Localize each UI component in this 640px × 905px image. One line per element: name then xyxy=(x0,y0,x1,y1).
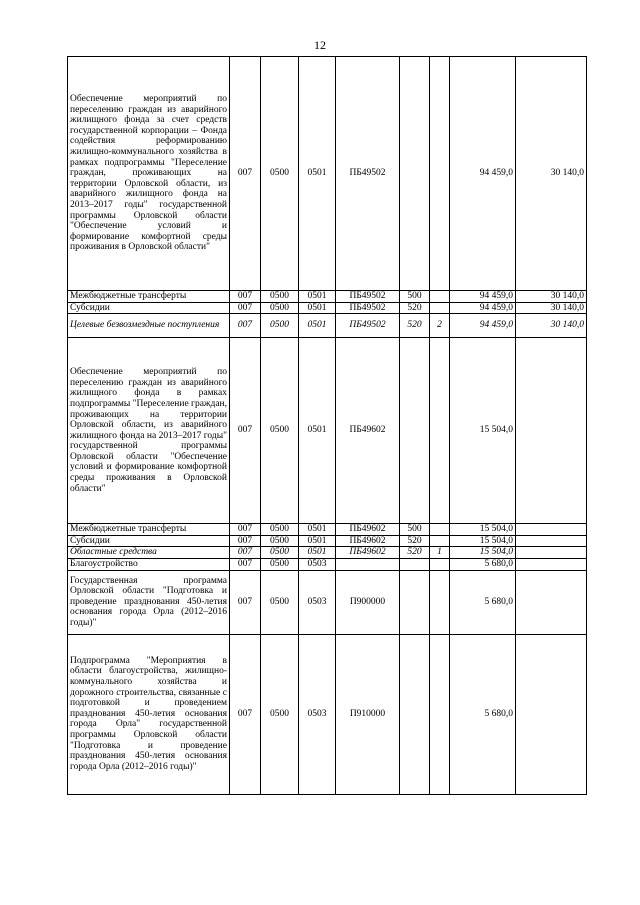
ministry-code: 007 xyxy=(230,558,261,570)
section-code: 0500 xyxy=(261,314,299,338)
target-code: ПБ49502 xyxy=(336,57,400,291)
expense-code xyxy=(400,570,430,634)
amount-2 xyxy=(516,634,587,794)
source-code xyxy=(430,634,450,794)
amount-1: 94 459,0 xyxy=(450,302,516,314)
expense-code: 520 xyxy=(400,535,430,547)
source-code xyxy=(430,558,450,570)
expense-code xyxy=(400,57,430,291)
subsection-code: 0501 xyxy=(299,314,336,338)
section-code: 0500 xyxy=(261,524,299,536)
ministry-code: 007 xyxy=(230,547,261,559)
amount-1: 15 504,0 xyxy=(450,535,516,547)
section-code: 0500 xyxy=(261,291,299,303)
amount-1: 5 680,0 xyxy=(450,570,516,634)
expense-code: 500 xyxy=(400,291,430,303)
section-code: 0500 xyxy=(261,547,299,559)
ministry-code: 007 xyxy=(230,524,261,536)
row-name: Субсидии xyxy=(68,535,230,547)
section-code: 0500 xyxy=(261,634,299,794)
amount-2: 30 140,0 xyxy=(516,57,587,291)
table-row xyxy=(68,535,587,547)
expense-code xyxy=(400,558,430,570)
source-code: 2 xyxy=(430,314,450,338)
amount-2 xyxy=(516,558,587,570)
table-row xyxy=(68,558,587,570)
row-name: Межбюджетные трансферты xyxy=(68,291,230,303)
amount-2: 30 140,0 xyxy=(516,291,587,303)
target-code: П910000 xyxy=(336,634,400,794)
subsection-code: 0501 xyxy=(299,338,336,524)
ministry-code: 007 xyxy=(230,634,261,794)
subsection-code: 0501 xyxy=(299,524,336,536)
subsection-code: 0503 xyxy=(299,558,336,570)
amount-2 xyxy=(516,535,587,547)
target-code: ПБ49602 xyxy=(336,338,400,524)
amount-1: 5 680,0 xyxy=(450,634,516,794)
table-row xyxy=(68,338,587,524)
page-number: 12 xyxy=(314,38,326,52)
target-code: ПБ49602 xyxy=(336,524,400,536)
ministry-code: 007 xyxy=(230,57,261,291)
section-code: 0500 xyxy=(261,558,299,570)
amount-2 xyxy=(516,338,587,524)
amount-2: 30 140,0 xyxy=(516,314,587,338)
target-code: П900000 xyxy=(336,570,400,634)
row-name: Благоустройство xyxy=(68,558,230,570)
subsection-code: 0501 xyxy=(299,291,336,303)
subsection-code: 0501 xyxy=(299,547,336,559)
table-row xyxy=(68,570,587,634)
amount-2 xyxy=(516,547,587,559)
table-row xyxy=(68,547,587,559)
source-code xyxy=(430,338,450,524)
table-row xyxy=(68,291,587,303)
table-row xyxy=(68,57,587,291)
expense-code: 520 xyxy=(400,547,430,559)
row-name: Государственная программа Орловской области "Подготовка и проведение празднования 450-летия основания города Орла (2012–2016 годы)" xyxy=(68,570,230,634)
amount-1: 94 459,0 xyxy=(450,314,516,338)
subsection-code: 0501 xyxy=(299,57,336,291)
ministry-code: 007 xyxy=(230,570,261,634)
ministry-code: 007 xyxy=(230,302,261,314)
row-name: Обеспечение мероприятий по переселению граждан из аварийного жилищного фонда в рамках подпрограммы "Переселение граждан, проживающих на территории Орловской области, из аварийного жилищного фонда на 2013–2017 годы" государственной программы Орловской области "Обеспечение условий и формирование комфортной среды проживания в Орловской области" xyxy=(68,338,230,524)
table-row xyxy=(68,634,587,794)
expense-code: 520 xyxy=(400,302,430,314)
row-name: Подпрограмма "Мероприятия в области благоустройства, жилищно-коммунального хозяйства и дорожного строительства, связанные с подготовкой и проведением празднования 450-летия основания города Орла" государственной программы Орловской области "Подготовка и проведение празднования 450-летия основания города Орла (2012–2016 годы)" xyxy=(68,634,230,794)
source-code xyxy=(430,535,450,547)
expense-code: 520 xyxy=(400,314,430,338)
amount-1: 15 504,0 xyxy=(450,338,516,524)
amount-1: 94 459,0 xyxy=(450,291,516,303)
section-code: 0500 xyxy=(261,302,299,314)
source-code xyxy=(430,524,450,536)
source-code: 1 xyxy=(430,547,450,559)
amount-1: 5 680,0 xyxy=(450,558,516,570)
subsection-code: 0503 xyxy=(299,570,336,634)
section-code: 0500 xyxy=(261,570,299,634)
row-name: Субсидии xyxy=(68,302,230,314)
subsection-code: 0501 xyxy=(299,302,336,314)
ministry-code: 007 xyxy=(230,535,261,547)
amount-1: 94 459,0 xyxy=(450,57,516,291)
ministry-code: 007 xyxy=(230,338,261,524)
target-code: ПБ49502 xyxy=(336,302,400,314)
row-name: Обеспечение мероприятий по переселению граждан из аварийного жилищного фонда за счет средств государственной корпорации – Фонда содействия реформированию жилищно-коммунального хозяйства в рамках подпрограммы "Переселение граждан, проживающих на территории Орловской области, из аварийного жилищного фонда на 2013–2017 годы" государственной программы Орловской области "Обеспечение условий и формирование комфортной среды проживания в Орловской области" xyxy=(68,57,230,291)
table-row xyxy=(68,524,587,536)
budget-table xyxy=(67,56,587,795)
source-code xyxy=(430,57,450,291)
expense-code: 500 xyxy=(400,524,430,536)
ministry-code: 007 xyxy=(230,291,261,303)
ministry-code: 007 xyxy=(230,314,261,338)
row-name: Межбюджетные трансферты xyxy=(68,524,230,536)
amount-2: 30 140,0 xyxy=(516,302,587,314)
target-code: ПБ49502 xyxy=(336,314,400,338)
target-code: ПБ49602 xyxy=(336,535,400,547)
target-code: ПБ49602 xyxy=(336,547,400,559)
amount-1: 15 504,0 xyxy=(450,547,516,559)
expense-code xyxy=(400,634,430,794)
amount-2 xyxy=(516,524,587,536)
source-code xyxy=(430,302,450,314)
section-code: 0500 xyxy=(261,535,299,547)
target-code: ПБ49502 xyxy=(336,291,400,303)
source-code xyxy=(430,570,450,634)
table-row xyxy=(68,314,587,338)
table-row xyxy=(68,302,587,314)
amount-1: 15 504,0 xyxy=(450,524,516,536)
subsection-code: 0503 xyxy=(299,634,336,794)
row-name: Областные средства xyxy=(68,547,230,559)
amount-2 xyxy=(516,570,587,634)
section-code: 0500 xyxy=(261,57,299,291)
row-name: Целевые безвозмездные поступления xyxy=(68,314,230,338)
section-code: 0500 xyxy=(261,338,299,524)
target-code xyxy=(336,558,400,570)
subsection-code: 0501 xyxy=(299,535,336,547)
source-code xyxy=(430,291,450,303)
expense-code xyxy=(400,338,430,524)
